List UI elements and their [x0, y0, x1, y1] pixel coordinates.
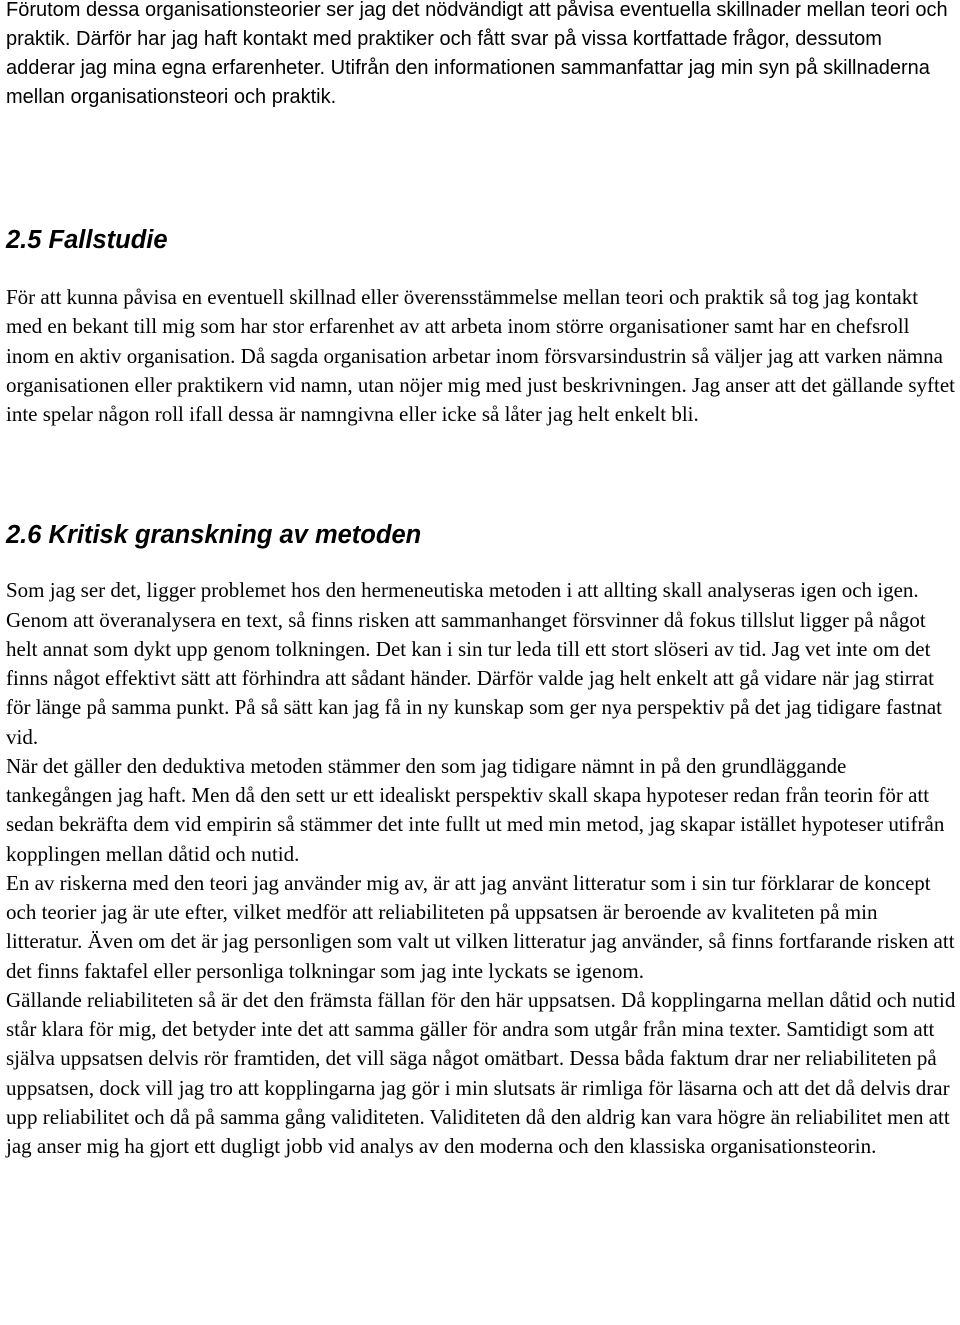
section-heading-fallstudie: 2.5 Fallstudie [6, 226, 168, 254]
intro-paragraph: Förutom dessa organisationsteorier ser jag det nödvändigt att påvisa eventuella skillnader mellan teori och praktik. Därför har jag haft kontakt med praktiker och fått svar på vissa kortfattade frågor, dessutom adderar jag mina egna erfarenheter. Utifrån den informationen sammanfattar jag min syn på skillnaderna mellan organisationsteori och praktik. [6, 0, 948, 108]
kritisk-granskning-paragraph-1: Som jag ser det, ligger problemet hos den hermeneutiska metoden i att allting skall analyseras igen och igen. Genom att överanalysera en text, så finns risken att sammanhanget försvinner då fokus tillslut ligger på något helt annat som dykt upp genom tolkningen. Det kan i sin tur leda till ett stort slöseri av tid. Jag vet inte om det finns något effektivt sätt att förhindra att sådant händer. Därför valde jag helt enkelt att gå vidare när jag stirrat för länge på samma punkt. På så sätt kan jag få in ny kunskap som ger nya perspektiv på det jag tidigare fastnat vid. [6, 578, 942, 749]
fallstudie-paragraph: För att kunna påvisa en eventuell skillnad eller överensstämmelse mellan teori och praktik så tog jag kontakt med en bekant till mig som har stor erfarenhet av att arbeta inom större organisationer samt har en chefsroll inom en aktiv organisation. Då sagda organisation arbetar inom försvarsindustrin så väljer jag att varken nämna organisationen eller praktikern vid namn, utan nöjer mig med just beskrivningen. Jag anser att det gällande syftet inte spelar någon roll ifall dessa är namngivna eller icke så låter jag helt enkelt bli. [6, 285, 956, 426]
kritisk-granskning-paragraph-3: En av riskerna med den teori jag använder mig av, är att jag använt litteratur som i sin tur förklarar de koncept och teorier jag är ute efter, vilket medför att reliabiliteten på uppsatsen är beroende av kvaliteten på min litteratur. Även om det är jag personligen som valt ut vilken litteratur jag använder, så finns fortfarande risken att det finns faktafel eller personliga tolkningar som jag inte lyckats se igenom. [6, 870, 955, 983]
kritisk-granskning-paragraph-2: När det gäller den deduktiva metoden stämmer den som jag tidigare nämnt in på den grundläggande tankegången jag haft. Men då den sett ur ett idealiskt perspektiv skall skapa hypoteser redan från teorin för att sedan bekräfta dem vid empirin så stämmer det inte fullt ut med min metod, jag skapar istället hypoteser utifrån kopplingen mellan dåtid och nutid. [6, 753, 945, 866]
section-heading-kritisk-granskning: 2.6 Kritisk granskning av metoden [6, 521, 422, 550]
kritisk-granskning-paragraph-4: Gällande reliabiliteten så är det den främsta fällan för den här uppsatsen. Då kopplingarna mellan dåtid och nutid står klara för mig, det betyder inte det att samma gäller för andra som utgår från mina texter. Samtidigt som att själva uppsatsen delvis rör framtiden, det vill säga något omätbart. Dessa båda faktum drar ner reliabiliteten på uppsatsen, dock vill jag tro att kopplingarna jag gör i min slutsats är rimliga för läsarna och att det då delvis drar upp reliabilitet och då på samma gång validiteten. Validiteten då den aldrig kan vara högre än reliabilitet men att jag anser mig ha gjort ett dugligt jobb vid analys av den moderna och den klassiska organisationsteorin. [6, 987, 956, 1158]
document-body [6, 0, 956, 1161]
